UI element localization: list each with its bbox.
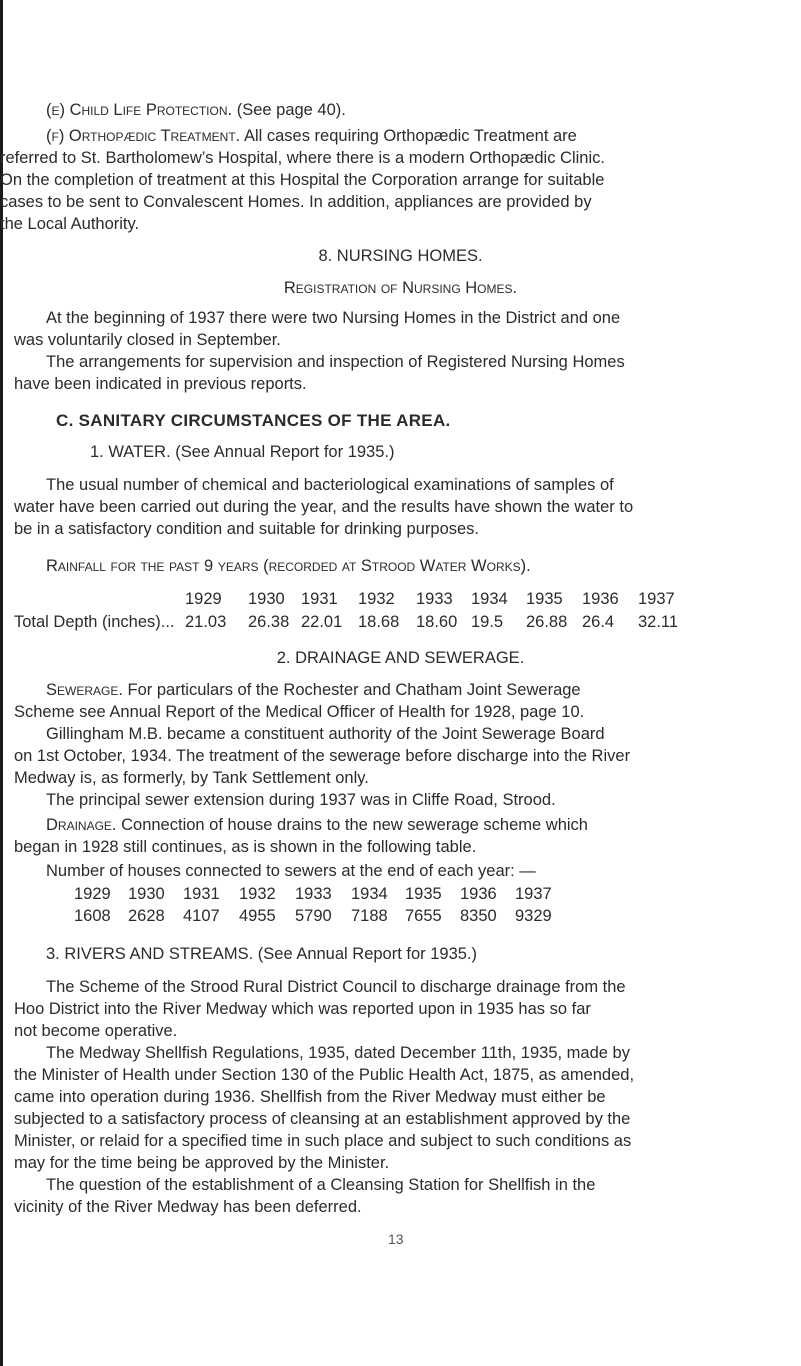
rainfall-value: 26.88: [526, 613, 568, 631]
water-line-2: water have been carried out during the year, and the results have shown the water to: [14, 498, 634, 516]
drainage-line-1: [46, 814, 588, 837]
houses-year: 1929: [74, 885, 111, 903]
rainfall-year: 1932: [358, 590, 395, 608]
drainage-label: Drainage.: [46, 816, 117, 834]
houses-value: 9329: [515, 907, 552, 925]
rivers-line-11: vicinity of the River Medway has been deferred.: [14, 1198, 362, 1216]
rivers-line-7: subjected to a satisfactory process of cleansing at an establishment approved by the: [14, 1110, 631, 1128]
rainfall-value: 22.01: [301, 613, 343, 631]
water-heading: 1. WATER. (See Annual Report for 1935.): [90, 443, 395, 461]
houses-value: 8350: [460, 907, 497, 925]
child-life-ref: (See page 40).: [236, 101, 346, 119]
rivers-line-2: Hoo District into the River Medway which was reported upon in 1935 has so far: [14, 1000, 591, 1018]
rainfall-value: 26.4: [582, 613, 615, 631]
rivers-line-9: may for the time being be approved by the Minister.: [14, 1154, 390, 1172]
nursing-line-1: At the beginning of 1937 there were two Nursing Homes in the District and one: [46, 309, 621, 327]
houses-year: 1931: [183, 885, 220, 903]
houses-year: 1934: [351, 885, 388, 903]
sewerage-line-1: [46, 679, 581, 702]
rainfall-year: 1937: [638, 590, 675, 608]
rainfall-value: 26.38: [248, 613, 290, 631]
drainage-heading: 2. DRAINAGE AND SEWERAGE.: [276, 649, 525, 667]
rivers-line-8: Minister, or relaid for a specified time in such place and subject to such conditions as: [14, 1132, 632, 1150]
houses-value: 4107: [183, 907, 220, 925]
rainfall-value: 18.68: [358, 613, 400, 631]
water-line-1: The usual number of chemical and bacteriological examinations of samples of: [46, 476, 614, 494]
houses-year: 1935: [405, 885, 442, 903]
sewerage-line-5: Medway is, as formerly, by Tank Settlement only.: [14, 769, 369, 787]
orthopaedic-text: All cases requiring Orthopædic Treatment are: [243, 127, 577, 145]
rainfall-year: 1936: [582, 590, 619, 608]
rainfall-year: 1935: [526, 590, 563, 608]
sewerage-line-3: Gillingham M.B. became a constituent authority of the Joint Sewerage Board: [46, 725, 605, 743]
orthopaedic-line-3: On the completion of treatment at this Hospital the Corporation arrange for suitable: [0, 171, 605, 189]
rivers-line-10: The question of the establishment of a Cleansing Station for Shellfish in the: [46, 1176, 596, 1194]
page-number: 13: [388, 1231, 404, 1247]
nursing-line-2: was voluntarily closed in September.: [14, 331, 281, 349]
houses-value: 7188: [351, 907, 388, 925]
orthopaedic-line-5: the Local Authority.: [0, 215, 140, 233]
rainfall-year: 1929: [185, 590, 222, 608]
rainfall-year: 1930: [248, 590, 285, 608]
drainage-line-2: began in 1928 still continues, as is shown in the following table.: [14, 838, 477, 856]
houses-year: 1936: [460, 885, 497, 903]
orthopaedic-line-4: cases to be sent to Convalescent Homes. In addition, appliances are provided by: [0, 193, 592, 211]
child-life-label: (e) Child Life Protection.: [46, 101, 233, 119]
sewerage-line-4: on 1st October, 1934. The treatment of the sewerage before discharge into the River: [14, 747, 631, 765]
rainfall-row-label: Total Depth (inches)...: [14, 613, 175, 631]
houses-value: 2628: [128, 907, 165, 925]
rainfall-year: 1931: [301, 590, 338, 608]
child-life-protection-line: [46, 99, 346, 122]
houses-value: 5790: [295, 907, 332, 925]
sewerage-text: For particulars of the Rochester and Chatham Joint Sewerage: [127, 681, 581, 699]
orthopaedic-line-2: referred to St. Bartholomew’s Hospital, where there is a modern Orthopædic Clinic.: [0, 149, 605, 167]
nursing-line-3: The arrangements for supervision and inspection of Registered Nursing Homes: [46, 353, 625, 371]
rainfall-value: 21.03: [185, 613, 227, 631]
houses-year: 1932: [239, 885, 276, 903]
sewerage-line-2: Scheme see Annual Report of the Medical Officer of Health for 1928, page 10.: [14, 703, 585, 721]
drainage-line-3: Number of houses connected to sewers at the end of each year: —: [46, 862, 536, 880]
sewerage-label: Sewerage.: [46, 681, 123, 699]
orthopaedic-label: (f) Orthopædic Treatment.: [46, 127, 241, 145]
houses-year: 1930: [128, 885, 165, 903]
houses-value: 4955: [239, 907, 276, 925]
rainfall-value: 19.5: [471, 613, 504, 631]
nursing-homes-heading: 8. NURSING HOMES.: [318, 247, 483, 265]
rainfall-year: 1934: [471, 590, 508, 608]
rivers-line-4: The Medway Shellfish Regulations, 1935, dated December 11th, 1935, made by: [46, 1044, 630, 1062]
rainfall-value: 18.60: [416, 613, 458, 631]
rivers-line-5: the Minister of Health under Section 130 of the Public Health Act, 1875, as amended,: [14, 1066, 635, 1084]
houses-year: 1933: [295, 885, 332, 903]
rivers-line-1: The Scheme of the Strood Rural District Council to discharge drainage from the: [46, 978, 626, 996]
rainfall-value: 32.11: [638, 613, 679, 631]
houses-year: 1937: [515, 885, 552, 903]
houses-value: 7655: [405, 907, 442, 925]
rivers-line-3: not become operative.: [14, 1022, 178, 1040]
rainfall-heading: Rainfall for the past 9 years (recorded at Strood Water Works).: [46, 557, 531, 575]
drainage-text: Connection of house drains to the new sewerage scheme which: [121, 816, 588, 834]
houses-value: 1608: [74, 907, 111, 925]
nursing-homes-subheading: Registration of Nursing Homes.: [283, 279, 518, 297]
water-line-3: be in a satisfactory condition and suitable for drinking purposes.: [14, 520, 480, 538]
sanitary-heading: C. SANITARY CIRCUMSTANCES OF THE AREA.: [56, 411, 451, 430]
rivers-line-6: came into operation during 1936. Shellfish from the River Medway must either be: [14, 1088, 606, 1106]
sewerage-line-6: The principal sewer extension during 1937 was in Cliffe Road, Strood.: [46, 791, 556, 809]
orthopaedic-line-1: [46, 125, 577, 148]
nursing-line-4: have been indicated in previous reports.: [14, 375, 307, 393]
rainfall-year: 1933: [416, 590, 453, 608]
rivers-heading: 3. RIVERS AND STREAMS. (See Annual Report for 1935.): [46, 945, 478, 963]
